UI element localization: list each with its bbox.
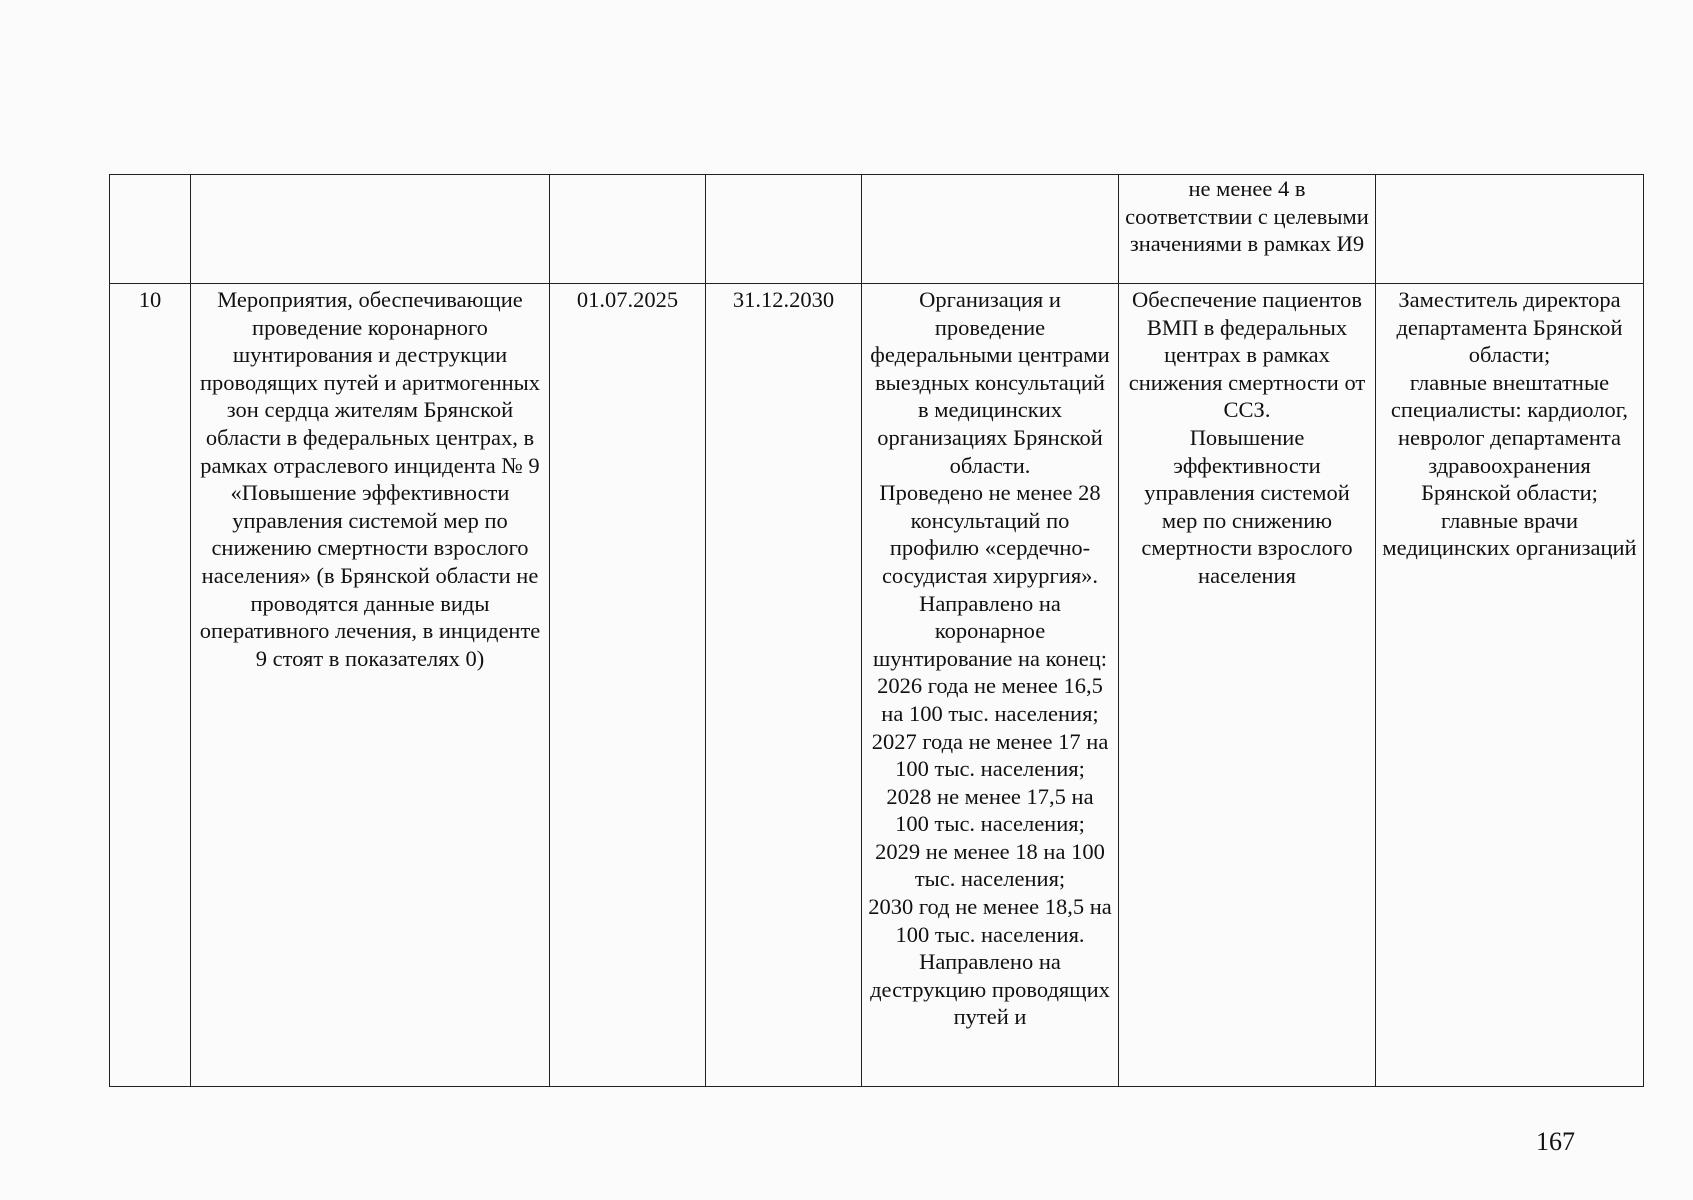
start-date-cell: 01.07.2025 xyxy=(550,284,706,1087)
page-number: 167 xyxy=(1536,1127,1575,1156)
result-cell: Организация и проведение федеральными центрами выездных консультаций в медицинских организациях Брянской области. Проведено не менее 28 консультаций по профилю «сердечно-сосудистая хирургия». Направлено на коронарное шунтирование на конец: 2026 года не менее 16,5 на 100 тыс. населения; 2027 года не менее 17 на 100 тыс. населения; 2028 не менее 17,5 на 100 тыс. населения; 2029 не менее 18 на 100 тыс. населения; 2030 год не менее 18,5 на 100 тыс. населения. Направлено на деструкцию проводящих путей и xyxy=(862,284,1119,1087)
end-date-cell: 31.12.2030 xyxy=(706,284,862,1087)
responsible-cell: Заместитель директора департамента Брянской области; главные внештатные специалисты: кардиолог, невролог департамента здравоохранения Брянской области; главные врачи медицинских организаций xyxy=(1376,284,1644,1087)
number-cell: 10 xyxy=(110,284,191,1087)
start-date-cell xyxy=(550,175,706,284)
indicator-cell: не менее 4 в соответствии с целевыми значениями в рамках И9 xyxy=(1119,175,1376,284)
activities-table xyxy=(109,174,1644,1087)
responsible-cell xyxy=(1376,175,1644,284)
continued-table-row xyxy=(110,175,1644,284)
indicator-cell: Обеспечение пациентов ВМП в федеральных центрах в рамках снижения смертности от ССЗ. Повышение эффективности управления системой мер по снижению смертности взрослого населения xyxy=(1119,284,1376,1087)
end-date-cell xyxy=(706,175,862,284)
table-row xyxy=(110,284,1644,1087)
activity-cell: Мероприятия, обеспечивающие проведение коронарного шунтирования и деструкции проводящих путей и аритмогенных зон сердца жителям Брянской области в федеральных центрах, в рамках отраслевого инцидента № 9 «Повышение эффективности управления системой мер по снижению смертности взрослого населения» (в Брянской области не проводятся данные виды оперативного лечения, в инциденте 9 стоят в показателях 0) xyxy=(191,284,550,1087)
number-cell xyxy=(110,175,191,284)
activity-cell xyxy=(191,175,550,284)
result-cell xyxy=(862,175,1119,284)
